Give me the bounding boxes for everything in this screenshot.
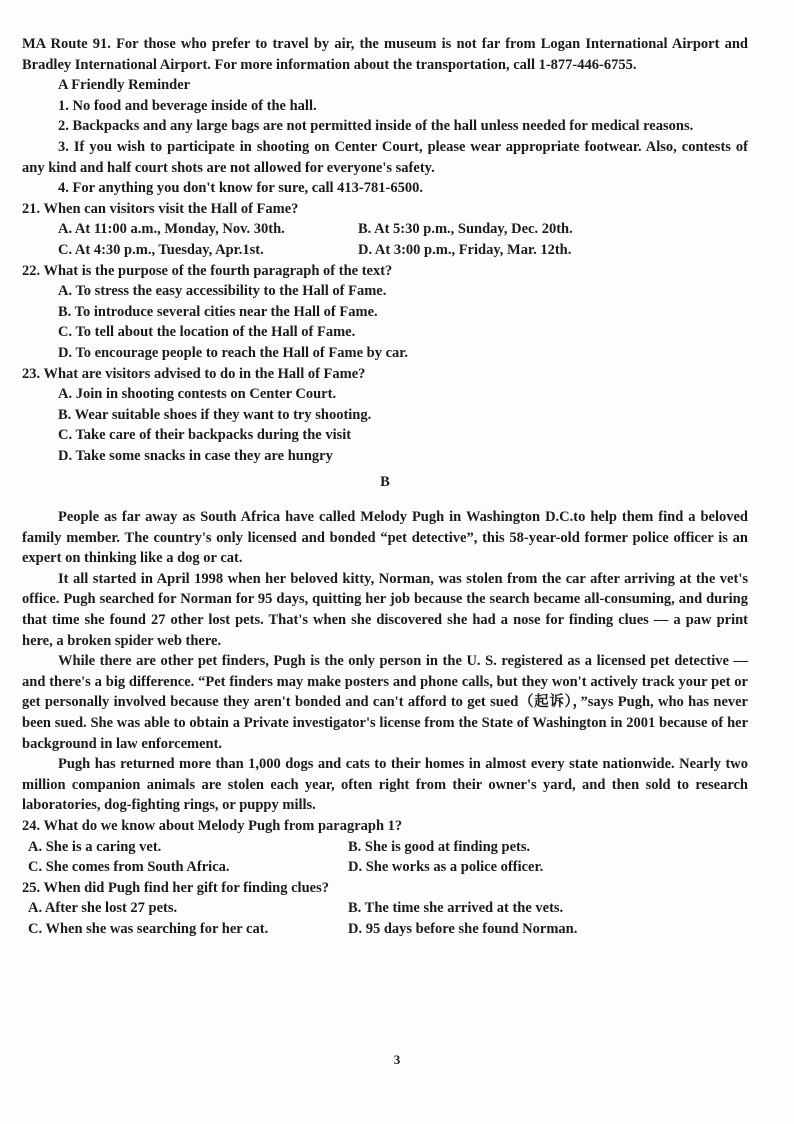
option-24-d[interactable]: D. She works as a police officer.: [348, 859, 544, 876]
option-23-d[interactable]: D. Take some snacks in case they are hungry: [58, 447, 333, 464]
question-21-stem: 21. When can visitors visit the Hall of Fame?: [22, 200, 299, 217]
question-22-options: [22, 281, 748, 363]
option-24-b[interactable]: B. She is good at finding pets.: [348, 838, 531, 855]
section-b-heading: B: [380, 474, 390, 491]
option-23-a[interactable]: A. Join in shooting contests on Center Court.: [58, 386, 337, 403]
passage-b-paragraph-2: It all started in April 1998 when her beloved kitty, Norman, was stolen from the car after arriving at the vet's office. Pugh searched for Norman for 95 days, quitting her job because the search became all-consuming, and during that time she found 27 other lost pets. That's when she discovered she had a nose for finding clues — a paw print here, a broken spider web there.: [22, 570, 748, 649]
question-25-options: [22, 898, 748, 939]
option-21-a[interactable]: A. At 11:00 a.m., Monday, Nov. 30th.: [58, 221, 285, 238]
question-21-options: [22, 219, 748, 260]
reminder-item-2: 2. Backpacks and any large bags are not permitted inside of the hall unless needed for medical reasons.: [58, 118, 694, 135]
question-25-stem: 25. When did Pugh find her gift for finding clues?: [22, 879, 329, 896]
option-25-c[interactable]: C. When she was searching for her cat.: [28, 920, 269, 937]
option-24-a[interactable]: A. She is a caring vet.: [28, 838, 162, 855]
option-22-a[interactable]: A. To stress the easy accessibility to the Hall of Fame.: [58, 283, 387, 300]
option-24-c[interactable]: C. She comes from South Africa.: [28, 859, 230, 876]
question-24-options: [22, 837, 748, 878]
option-25-b[interactable]: B. The time she arrived at the vets.: [348, 900, 564, 917]
reminder-item-3: 3. If you wish to participate in shooting on Center Court, please wear appropriate footwear. Also, contests of any kind and half court shots are not allowed for everyone's safety.: [22, 138, 748, 176]
option-21-d[interactable]: D. At 3:00 p.m., Friday, Mar. 12th.: [358, 241, 572, 258]
passage-b-paragraph-1: People as far away as South Africa have called Melody Pugh in Washington D.C.to help them find a beloved family member. The country's only licensed and bonded “pet detective”, this 58-year-old former police officer is an expert on thinking like a dog or cat.: [22, 509, 748, 567]
option-21-b[interactable]: B. At 5:30 p.m., Sunday, Dec. 20th.: [358, 221, 573, 238]
reminder-heading: A Friendly Reminder: [58, 77, 191, 94]
option-25-d[interactable]: D. 95 days before she found Norman.: [348, 920, 578, 937]
question-22-stem: 22. What is the purpose of the fourth paragraph of the text?: [22, 262, 393, 279]
option-22-b[interactable]: B. To introduce several cities near the Hall of Fame.: [58, 303, 378, 320]
question-23-options: [22, 384, 748, 466]
passage-b-paragraph-4: Pugh has returned more than 1,000 dogs and cats to their homes in almost every state nationwide. Nearly two million companion animals are stolen each year, often right from their owner's yard, and then sold to research laboratories, dog-fighting rings, or puppy mills.: [22, 756, 748, 814]
option-21-c[interactable]: C. At 4:30 p.m., Tuesday, Apr.1st.: [58, 241, 264, 258]
question-23-stem: 23. What are visitors advised to do in the Hall of Fame?: [22, 365, 366, 382]
page-number: 3: [393, 1052, 401, 1067]
option-23-b[interactable]: B. Wear suitable shoes if they want to try shooting.: [58, 406, 372, 423]
option-25-a[interactable]: A. After she lost 27 pets.: [28, 900, 178, 917]
reminder-item-1: 1. No food and beverage inside of the hall.: [58, 97, 317, 114]
intro-paragraph: MA Route 91. For those who prefer to travel by air, the museum is not far from Logan International Airport and Bradley International Airport. For more information about the transportation, call 1-877-446-6755.: [22, 36, 748, 73]
option-22-c[interactable]: C. To tell about the location of the Hall of Fame.: [58, 324, 356, 341]
passage-b-paragraph-3: While there are other pet finders, Pugh is the only person in the U. S. registered as a licensed pet detective — and there's a big difference. “Pet finders may make posters and phone calls, but they won't actively track your pet or get personally involved because they aren't bonded and can't afford to get sued（起诉），”says Pugh, who has never been sued. She was able to obtain a Private investigator's license from the State of Washington in 2001 because of her background in law enforcement.: [22, 653, 748, 752]
option-22-d[interactable]: D. To encourage people to reach the Hall of Fame by car.: [58, 344, 408, 361]
question-24-stem: 24. What do we know about Melody Pugh from paragraph 1?: [22, 817, 403, 834]
option-23-c[interactable]: C. Take care of their backpacks during the visit: [58, 427, 352, 444]
reminder-item-4: 4. For anything you don't know for sure, call 413-781-6500.: [58, 180, 423, 197]
